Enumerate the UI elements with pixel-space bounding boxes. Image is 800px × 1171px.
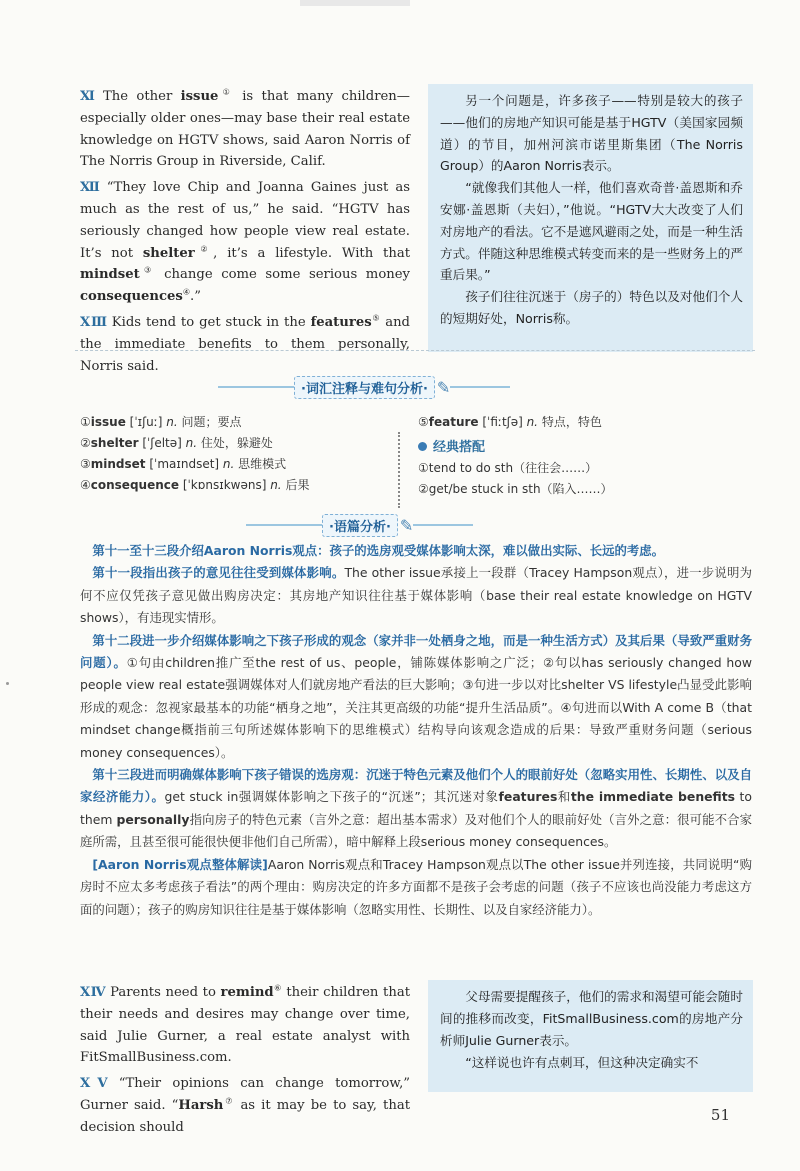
translation-paragraph: 父母需要提醒孩子，他们的需求和渴望可能会随时间的推移而改变，FitSmallBusiness.com的房地产分析师Julie Gurner表示。 [440,989,743,1048]
analysis-paragraph-11: 第十一段指出孩子的意见往往受到媒体影响。The other issue承接上一段群（Tracey Hampson观点），进一步说明为何不应仅凭孩子意见做出购房决定：其房地产知识往往基于媒体影响（base their real estate knowledge on HGTV shows），有违现实情形。 [80,565,753,626]
translation-paragraph: “就像我们其他人一样，他们喜欢奇普·盖恩斯和乔安娜·盖恩斯（夫妇），”他说。“HGTV大大改变了人们对房地产的看法。它不是遮风避雨之处，而是一种生活方式。伴随这种思维模式转变而来的是一些财务上的严重后果。” [440,180,743,283]
paragraph-12: Ⅻ “They love Chip and Joanna Gaines just as much as the rest of us,” he said. “HGTV has seriously changed how people view real estate. It’s not shelter②, it’s a lifestyle. With that mindset③ change come some serious money consequences④.” [80,180,411,305]
page-number: 51 [710,1106,730,1124]
translation-paragraph: 另一个问题是，许多孩子——特别是较大的孩子——他们的房地产知识可能是基于HGTV（美国家园频道）的节目，加州河滨市诺里斯集团（The Norris Group）的Aaron Norris表示。 [440,93,743,174]
english-passage-lower [80,982,410,1143]
paragraph-13: ⅩⅢ Kids tend to get stuck in the features⑤ and the immediate benefits to them personally, Norris said. [80,313,411,374]
keyword: shelter [142,245,195,261]
vocab-item: ②shelter [ˈʃeltə] n. 住处，躲避处 [80,436,273,450]
paragraph-number: ⅩⅤ [80,1076,115,1092]
vocab-item: ⑤feature [ˈfiːtʃə] n. 特点，特色 [418,415,602,429]
analysis-overall: [Aaron Norris观点整体解读]Aaron Norris观点和Tracey Hampson观点以The other issue并列连接，共同说明“购房时不应太多考虑孩子看法”的两个理由：购房决定的许多方面都不是孩子会考虑的问题（孩子不应该也尚没能力考虑这方面的问题）；孩子的购房知识往往是基于媒体影响（忽略实用性、长期性、以及自家经济能力）。 [80,856,752,917]
translation-box-lower [428,980,753,1092]
banner-rule [246,524,322,526]
phrase-item: ①tend to do sth（往往会……） [418,461,598,475]
paragraph-number: ⅩⅢ [80,314,108,330]
phrases-heading: 经典搭配 [418,437,613,458]
banner-rule [218,386,294,388]
vocab-item: ①issue [ˈɪʃuː] n. 问题；要点 [80,415,242,429]
paragraph-number: Ⅺ [80,89,99,104]
translation-box-upper [428,84,753,352]
analysis-summary: 第十一至十三段介绍Aaron Norris观点：孩子的选房观受媒体影响太深，难以做出实际、长远的考虑。 [92,543,665,558]
paragraph-number: Ⅻ [80,180,103,196]
analysis-section-title: ·语篇分析· [322,514,398,537]
bullet-icon [418,442,427,451]
column-separator [398,432,400,508]
english-passage-upper [80,86,410,381]
divider [75,350,755,351]
vocab-item: ③mindset [ˈmaɪndset] n. 思维模式 [80,457,287,471]
vocab-banner [218,376,510,398]
keyword: remind [220,985,274,1000]
analysis-paragraph-12: 第十二段进一步介绍媒体影响之下孩子形成的观念（家并非一处栖身之地，而是一种生活方式）及其后果（导致严重财务问题）。①句由children推广至the rest of us、people，铺陈媒体影响之广泛；②句以has seriously changed how people view real estate强调媒体对人们就房地产看法的巨大影响；③句进一步以对比shelter VS lifestyle凸显受此影响形成的观念：忽视家最基本的功能“栖身之地”，关注其更高级的功能“提升生活品质”。④句进而以With A come B（that mindset change概指前三句所述媒体影响下的思维模式）结构导向该观念造成的后果：导致严重财务问题（serious money consequences）。 [80,632,752,760]
translation-paragraph: “这样说也许有点刺耳，但这种决定确实不 [465,1055,699,1070]
scan-speck [6,682,9,685]
translation-paragraph: 孩子们往往沉迷于（房子的）特色以及对他们个人的短期好处，Norris称。 [440,289,743,326]
keyword: Harsh [178,1097,224,1113]
phrase-item: ②get/be stuck in sth（陷入……） [418,482,613,496]
banner-rule [413,524,473,526]
paragraph-14: ⅩⅣ Parents need to remind⑥ their children that their needs and desires may change over time, said Julie Gurner, a real estate analyst with FitSmallBusiness.com. [80,983,411,1066]
vocab-section-title: ·词汇注释与难句分析· [294,376,435,399]
pen-icon: ✎ [399,515,414,535]
top-decoration [300,0,410,6]
discourse-analysis [80,540,752,921]
banner-rule [450,386,510,388]
vocab-item: ④consequence [ˈkɒnsɪkwəns] n. 后果 [80,478,310,492]
vocab-list-left [80,412,309,496]
analysis-banner [246,514,473,536]
pen-icon: ✎ [436,377,451,397]
keyword: consequences [80,289,183,305]
keyword: features [310,314,372,330]
keyword: mindset [80,267,140,283]
paragraph-11: Ⅺ The other issue① is that many children—especially older ones—may base their real estate knowledge on HGTV shows, said Aaron Norris of The Norris Group in Riverside, Calif. [80,87,410,170]
paragraph-number: ⅩⅣ [80,985,107,1000]
vocab-list-right [418,412,613,500]
keyword: issue [180,89,219,104]
paragraph-15: ⅩⅤ “Their opinions can change tomorrow,” Gurner said. “Harsh⑦ as it may be to say, that decision should [80,1076,410,1135]
analysis-paragraph-13: 第十三段进而明确媒体影响下孩子错误的选房观：沉迷于特色元素及他们个人的眼前好处（忽略实用性、长期性、以及自家经济能力）。get stuck in强调媒体影响之下孩子的“沉迷”；其沉迷对象features和the immediate benefits to them personally指向房子的特色元素（言外之意：超出基本需求）及对他们个人的眼前好处（言外之意：很可能不合家庭所需，且甚至很可能很快便非他们自己所需），暗中解释上段serious money consequences。 [80,767,752,850]
